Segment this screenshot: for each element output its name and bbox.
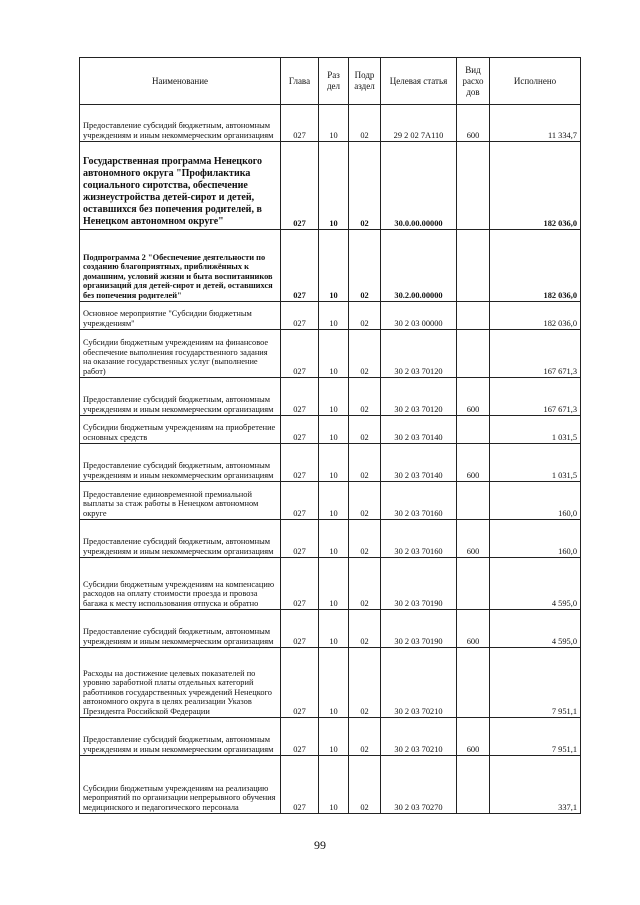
row-glava: 027 <box>281 230 319 302</box>
row-name: Субсидии бюджетным учреждениям на компенсацию расходов на оплату стоимости проезда и провоза багажа к месту использования отпуска и обратно <box>80 558 281 610</box>
row-amount: 7 951,1 <box>490 718 581 756</box>
row-vid: 600 <box>457 718 490 756</box>
row-glava: 027 <box>281 105 319 142</box>
row-target: 30 2 03 70270 <box>381 756 457 814</box>
row-razdel: 10 <box>319 378 349 416</box>
row-vid: 600 <box>457 105 490 142</box>
row-amount: 7 951,1 <box>490 648 581 718</box>
row-razdel: 10 <box>319 444 349 482</box>
row-target: 30 2 03 70120 <box>381 378 457 416</box>
row-vid <box>457 756 490 814</box>
row-target: 30 2 03 70140 <box>381 416 457 444</box>
row-razdel: 10 <box>319 520 349 558</box>
row-razdel: 10 <box>319 416 349 444</box>
header-vid: Вид расхо дов <box>457 58 490 105</box>
row-amount: 4 595,0 <box>490 610 581 648</box>
row-amount: 160,0 <box>490 520 581 558</box>
table-row <box>80 756 581 814</box>
row-glava: 027 <box>281 648 319 718</box>
row-glava: 027 <box>281 302 319 330</box>
row-target: 30 2 03 70210 <box>381 648 457 718</box>
row-target: 30.2.00.00000 <box>381 230 457 302</box>
row-vid <box>457 302 490 330</box>
table-row <box>80 648 581 718</box>
row-vid: 600 <box>457 520 490 558</box>
header-row <box>80 58 581 105</box>
row-target: 30 2 03 70190 <box>381 558 457 610</box>
row-podrazdel: 02 <box>349 330 381 378</box>
row-name: Предоставление субсидий бюджетным, автономным учреждениям и иным некоммерческим организациям <box>80 378 281 416</box>
row-glava: 027 <box>281 378 319 416</box>
row-target: 30 2 03 70210 <box>381 718 457 756</box>
row-name: Предоставление субсидий бюджетным, автономным учреждениям и иным некоммерческим организациям <box>80 444 281 482</box>
table-row <box>80 378 581 416</box>
table-row <box>80 444 581 482</box>
row-razdel: 10 <box>319 718 349 756</box>
row-glava: 027 <box>281 520 319 558</box>
row-amount: 11 334,7 <box>490 105 581 142</box>
row-name: Субсидии бюджетным учреждениям на реализацию мероприятий по организации непрерывного обучения медицинского и педагогического персонала <box>80 756 281 814</box>
header-target: Целевая статья <box>381 58 457 105</box>
row-glava: 027 <box>281 416 319 444</box>
table-row <box>80 520 581 558</box>
table-row <box>80 558 581 610</box>
row-amount: 4 595,0 <box>490 558 581 610</box>
row-vid: 600 <box>457 444 490 482</box>
row-podrazdel: 02 <box>349 482 381 520</box>
row-amount: 160,0 <box>490 482 581 520</box>
table-row <box>80 610 581 648</box>
row-glava: 027 <box>281 718 319 756</box>
header-glava: Глава <box>281 58 319 105</box>
table-row <box>80 330 581 378</box>
row-target: 30 2 03 00000 <box>381 302 457 330</box>
row-glava: 027 <box>281 558 319 610</box>
row-glava: 027 <box>281 756 319 814</box>
row-target: 30 2 03 70160 <box>381 520 457 558</box>
row-podrazdel: 02 <box>349 444 381 482</box>
row-podrazdel: 02 <box>349 610 381 648</box>
row-amount: 182 036,0 <box>490 142 581 230</box>
row-razdel: 10 <box>319 330 349 378</box>
row-glava: 027 <box>281 482 319 520</box>
row-glava: 027 <box>281 142 319 230</box>
row-name: Подпрограмма 2 "Обеспечение деятельности по созданию благоприятных, приближённых к домашним, условий жизни и быта воспитанников организаций для детей-сирот и детей, оставшихся без попечения родителей" <box>80 230 281 302</box>
row-podrazdel: 02 <box>349 718 381 756</box>
table-row <box>80 105 581 142</box>
table-row <box>80 416 581 444</box>
page-number: 99 <box>314 838 326 852</box>
row-target: 30.0.00.00000 <box>381 142 457 230</box>
row-podrazdel: 02 <box>349 558 381 610</box>
row-podrazdel: 02 <box>349 105 381 142</box>
table-row <box>80 142 581 230</box>
row-name: Предоставление субсидий бюджетным, автономным учреждениям и иным некоммерческим организациям <box>80 610 281 648</box>
row-name: Расходы на достижение целевых показателей по уровню заработной платы отдельных категорий работников государственных учреждений Ненецкого автономного округа в целях реализации Указов Президента Российской Федерации <box>80 648 281 718</box>
row-vid <box>457 416 490 444</box>
row-name: Предоставление субсидий бюджетным, автономным учреждениям и иным некоммерческим организациям <box>80 718 281 756</box>
row-razdel: 10 <box>319 230 349 302</box>
row-podrazdel: 02 <box>349 416 381 444</box>
row-podrazdel: 02 <box>349 520 381 558</box>
table-row <box>80 302 581 330</box>
row-podrazdel: 02 <box>349 378 381 416</box>
row-vid <box>457 230 490 302</box>
row-name: Субсидии бюджетным учреждениям на финансовое обеспечение выполнения государственного задания на оказание государственных услуг (выполнение работ) <box>80 330 281 378</box>
header-name: Наименование <box>80 58 281 105</box>
row-target: 30 2 03 70140 <box>381 444 457 482</box>
row-vid <box>457 330 490 378</box>
row-glava: 027 <box>281 444 319 482</box>
row-amount: 337,1 <box>490 756 581 814</box>
row-name: Государственная программа Ненецкого автономного округа "Профилактика социального сиротства, обеспечение жизнеустройства детей-сирот и детей, оставшихся без попечения родителей, в Ненецком автономном округе" <box>80 142 281 230</box>
row-podrazdel: 02 <box>349 302 381 330</box>
table-row <box>80 718 581 756</box>
row-razdel: 10 <box>319 105 349 142</box>
row-razdel: 10 <box>319 648 349 718</box>
row-name: Основное мероприятие "Субсидии бюджетным учреждениям" <box>80 302 281 330</box>
header-podrazdel: Подр аздел <box>349 58 381 105</box>
row-podrazdel: 02 <box>349 756 381 814</box>
row-glava: 027 <box>281 330 319 378</box>
table-row <box>80 482 581 520</box>
row-amount: 182 036,0 <box>490 230 581 302</box>
row-vid <box>457 142 490 230</box>
row-razdel: 10 <box>319 610 349 648</box>
row-amount: 1 031,5 <box>490 416 581 444</box>
row-name: Предоставление единовременной премиальной выплаты за стаж работы в Ненецком автономном округе <box>80 482 281 520</box>
row-name: Предоставление субсидий бюджетным, автономным учреждениям и иным некоммерческим организациям <box>80 105 281 142</box>
row-podrazdel: 02 <box>349 648 381 718</box>
row-razdel: 10 <box>319 142 349 230</box>
row-vid: 600 <box>457 610 490 648</box>
row-glava: 027 <box>281 610 319 648</box>
row-name: Субсидии бюджетным учреждениям на приобретение основных средств <box>80 416 281 444</box>
row-target: 30 2 03 70190 <box>381 610 457 648</box>
row-vid <box>457 482 490 520</box>
row-vid <box>457 558 490 610</box>
row-amount: 167 671,3 <box>490 330 581 378</box>
row-amount: 1 031,5 <box>490 444 581 482</box>
budget-table <box>79 57 581 814</box>
row-vid: 600 <box>457 378 490 416</box>
header-razdel: Раз дел <box>319 58 349 105</box>
row-podrazdel: 02 <box>349 230 381 302</box>
row-amount: 182 036,0 <box>490 302 581 330</box>
header-executed: Исполнено <box>490 58 581 105</box>
row-podrazdel: 02 <box>349 142 381 230</box>
row-razdel: 10 <box>319 756 349 814</box>
row-vid <box>457 648 490 718</box>
row-amount: 167 671,3 <box>490 378 581 416</box>
row-razdel: 10 <box>319 482 349 520</box>
row-target: 30 2 03 70120 <box>381 330 457 378</box>
row-name: Предоставление субсидий бюджетным, автономным учреждениям и иным некоммерческим организациям <box>80 520 281 558</box>
table-row <box>80 230 581 302</box>
row-razdel: 10 <box>319 558 349 610</box>
row-target: 29 2 02 7А110 <box>381 105 457 142</box>
row-razdel: 10 <box>319 302 349 330</box>
row-target: 30 2 03 70160 <box>381 482 457 520</box>
